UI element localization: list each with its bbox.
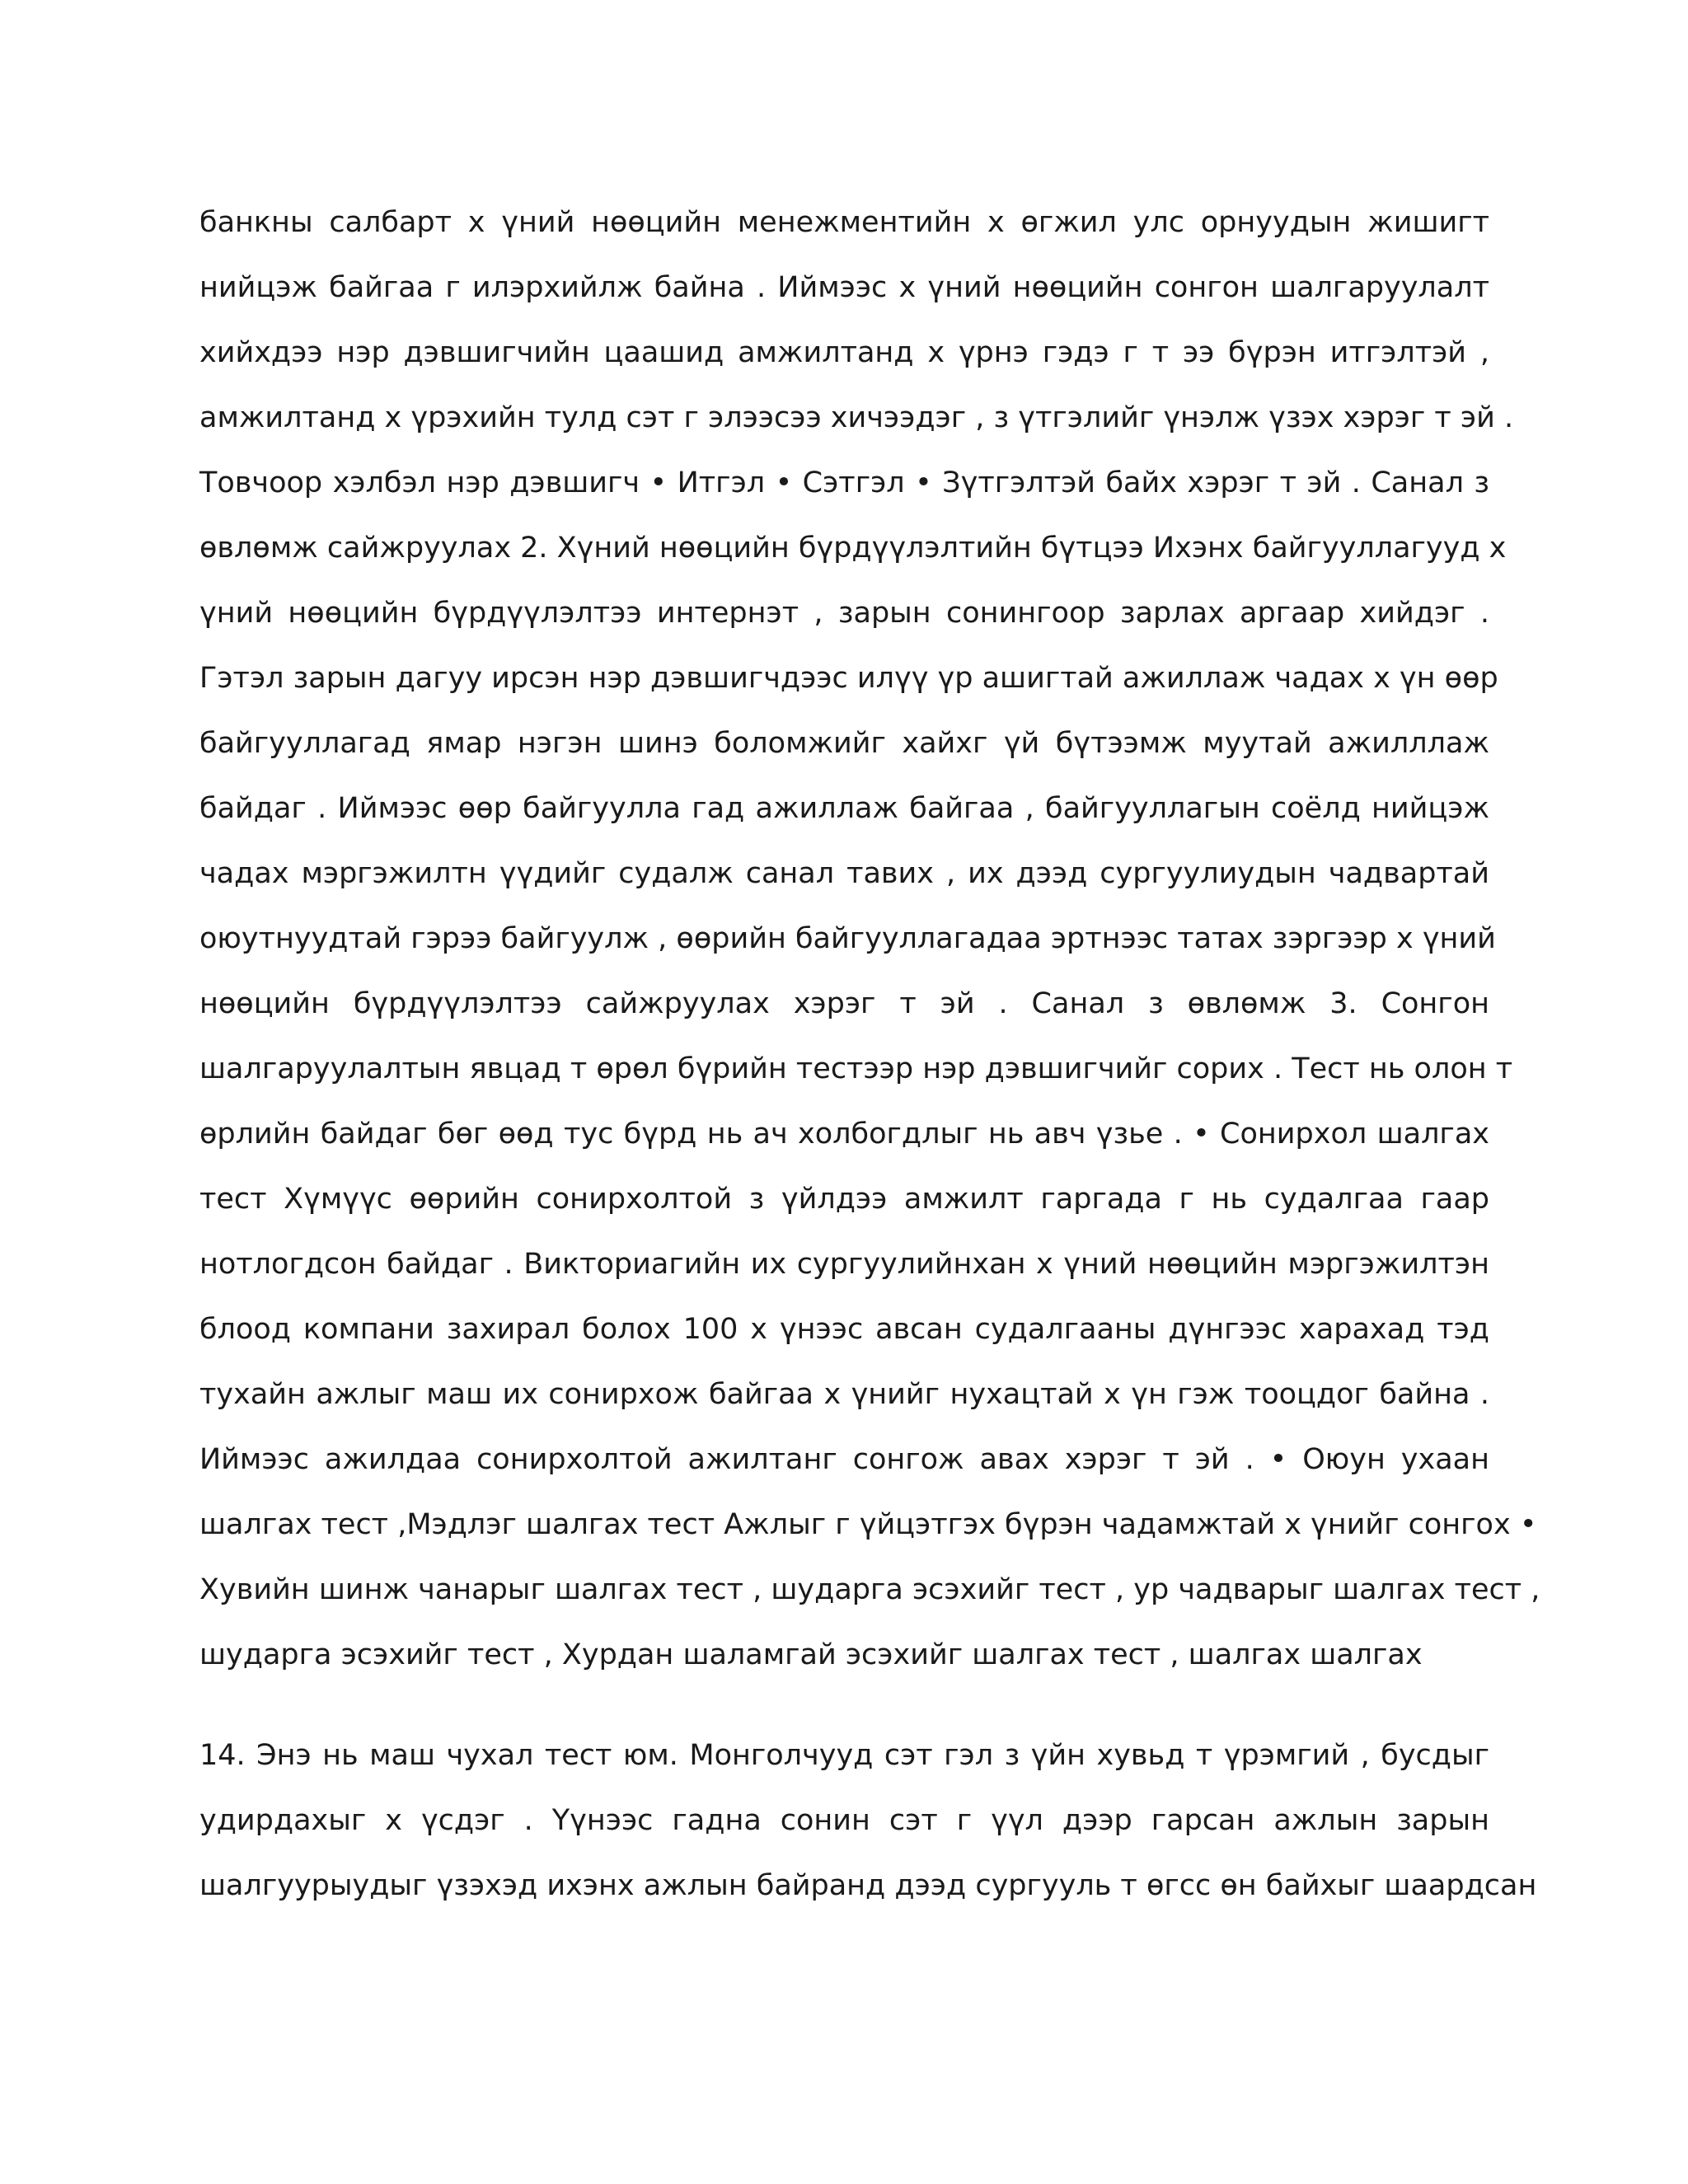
text-line: блоод компани захирал болох 100 х үнээс авсан судалгааны дүнгээс харахад тэд bbox=[199, 1313, 1489, 1346]
text-line: хийхдээ нэр дэвшигчийн цаашид амжилтанд х үрнэ гэдэ г т ээ бүрэн итгэлтэй , bbox=[199, 336, 1489, 369]
text-line: нотлогдсон байдаг . Викториагийн их сургуулийнхан х үний нөөцийн мэргэжилтэн bbox=[199, 1248, 1489, 1281]
text-line: өвлөмж сайжруулах 2. Хүний нөөцийн бүрдүүлэлтийн бүтцээ Ихэнх байгууллагууд х bbox=[199, 532, 1507, 565]
text-line: тест Хүмүүс өөрийн сонирхолтой з үйлдээ амжилт гаргада г нь судалгаа гаар bbox=[199, 1183, 1489, 1216]
text-line: оюутнуудтай гэрээ байгуулж , өөрийн байгууллагадаа эртнээс татах зэргээр х үний bbox=[199, 922, 1496, 955]
text-line: Гэтэл зарын дагуу ирсэн нэр дэвшигчдээс илүү үр ашигтай ажиллаж чадах х үн өөр bbox=[199, 662, 1498, 695]
paragraph-1 bbox=[199, 198, 1540, 1695]
text-line: байгууллагад ямар нэгэн шинэ боломжийг хайхг үй бүтээмж муутай ажилллаж bbox=[199, 727, 1489, 760]
text-line: банкны салбарт х үний нөөцийн менежментийн х өгжил улс орнуудын жишигт bbox=[199, 206, 1489, 239]
text-line: үний нөөцийн бүрдүүлэлтээ интернэт , зарын сонингоор зарлах аргаар хийдэг . bbox=[199, 597, 1489, 630]
text-line: амжилтанд х үрэхийн тулд сэт г элээсээ хичээдэг , з үтгэлийг үнэлж үзэх хэрэг т эй . bbox=[199, 401, 1514, 434]
text-line: Иймээс ажилдаа сонирхолтой ажилтанг сонгож авах хэрэг т эй . • Оюун ухаан bbox=[199, 1443, 1489, 1476]
text-line: удирдахыг х үсдэг . Үүнээс гадна сонин сэт г үүл дээр гарсан ажлын зарын bbox=[199, 1804, 1489, 1837]
text-line: нөөцийн бүрдүүлэлтээ сайжруулах хэрэг т эй . Санал з өвлөмж 3. Сонгон bbox=[199, 987, 1489, 1020]
text-line: байдаг . Иймээс өөр байгуулла гад ажиллаж байгаа , байгууллагын соёлд нийцэж bbox=[199, 792, 1489, 825]
paragraph-2 bbox=[199, 1731, 1537, 1926]
text-line: 14. Энэ нь маш чухал тест юм. Монголчууд сэт гэл з үйн хувьд т үрэмгий , бусдыг bbox=[199, 1739, 1489, 1772]
text-line: Хувийн шинж чанарыг шалгах тест , шударга эсэхийг тест , ур чадварыг шалгах тест , bbox=[199, 1573, 1540, 1606]
text-line: шалгаруулалтын явцад т өрөл бүрийн тестээр нэр дэвшигчийг сорих . Тест нь олон т bbox=[199, 1052, 1513, 1085]
text-line: өрлийн байдаг бөг өөд тус бүрд нь ач холбогдлыг нь авч үзье . • Сонирхол шалгах bbox=[199, 1118, 1489, 1151]
text-line: Товчоор хэлбэл нэр дэвшигч • Итгэл • Сэтгэл • Зүтгэлтэй байх хэрэг т эй . Санал з bbox=[199, 466, 1489, 499]
text-line: нийцэж байгаа г илэрхийлж байна . Иймээс х үний нөөцийн сонгон шалгаруулалт bbox=[199, 271, 1489, 304]
text-line: тухайн ажлыг маш их сонирхож байгаа х үнийг нухацтай х үн гэж тооцдог байна . bbox=[199, 1378, 1489, 1411]
text-line: шалгах тест ,Мэдлэг шалгах тест Ажлыг г үйцэтгэх бүрэн чадамжтай х үнийг сонгох • bbox=[199, 1508, 1537, 1541]
text-line: шударга эсэхийг тест , Хурдан шаламгай эсэхийг шалгах тест , шалгах шалгах bbox=[199, 1638, 1423, 1671]
text-line: чадах мэргэжилтн үүдийг судалж санал тавих , их дээд сургуулиудын чадвартай bbox=[199, 857, 1489, 890]
text-line: шалгуурыудыг үзэхэд ихэнх ажлын байранд дээд сургууль т өгсс өн байхыг шаардсан bbox=[199, 1869, 1537, 1902]
